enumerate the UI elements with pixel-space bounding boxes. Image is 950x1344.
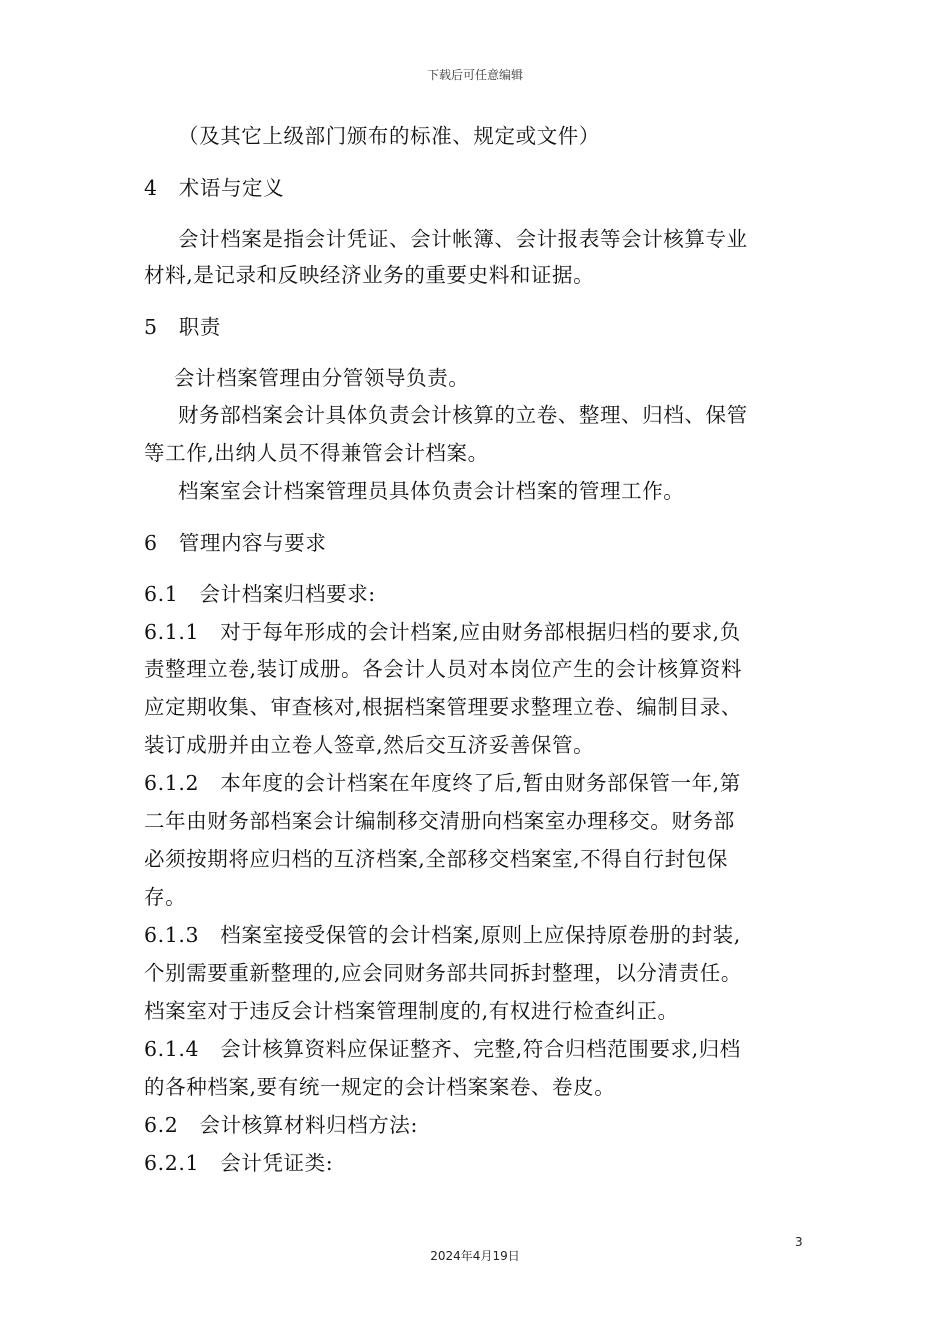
- paragraph-line: 材料,是记录和反映经济业务的重要史料和证据。: [144, 263, 595, 287]
- paragraph-line: 6.1.1 对于每年形成的会计档案,应由财务部根据归档的要求,负: [144, 620, 741, 644]
- paragraph-line: 等工作,出纳人员不得兼管会计档案。: [144, 441, 489, 465]
- subsection-heading-6-1: 6.1 会计档案归档要求:: [144, 582, 376, 606]
- paragraph-line: 装订成册并由立卷人签章,然后交互济妥善保管。: [144, 733, 595, 757]
- footer-date: 2024年4月19日: [430, 1249, 520, 1263]
- paragraph-line: 存。: [144, 885, 187, 909]
- paragraph-line: 6.1.3 档案室接受保管的会计档案,原则上应保持原卷册的封装,: [144, 923, 741, 947]
- paragraph-line: 6.1.4 会计核算资料应保证整齐、完整,符合归档范围要求,归档: [144, 1037, 741, 1061]
- paragraph-line: 财务部档案会计具体负责会计核算的立卷、整理、归档、保管: [178, 403, 748, 427]
- paragraph-line: 档案室对于违反会计档案管理制度的,有权进行检查纠正。: [144, 999, 679, 1023]
- paragraph-line: 6.1.2 本年度的会计档案在年度终了后,暂由财务部保管一年,第: [144, 771, 741, 795]
- subsection-heading-6-2: 6.2 会计核算材料归档方法:: [144, 1113, 419, 1137]
- subsection-heading-6-2-1: 6.2.1 会计凭证类:: [144, 1151, 334, 1175]
- paragraph-line: 应定期收集、审查核对,根据档案管理要求整理立卷、编制目录、: [144, 695, 742, 719]
- paragraph-line: 档案室会计档案管理员具体负责会计档案的管理工作。: [178, 479, 685, 503]
- paragraph-line: 会计档案是指会计凭证、会计帐簿、会计报表等会计核算专业: [178, 227, 748, 251]
- paragraph-line: 必须按期将应归档的互济档案,全部移交档案室,不得自行封包保: [144, 847, 728, 871]
- paragraph-line: 的各种档案,要有统一规定的会计档案案卷、卷皮。: [144, 1075, 616, 1099]
- paragraph-line: （及其它上级部门颁布的标准、规定或文件）: [178, 124, 600, 148]
- paragraph-line: 责整理立卷,装订成册。各会计人员对本岗位产生的会计核算资料: [144, 657, 742, 681]
- section-heading-5: 5 职责: [144, 315, 221, 339]
- paragraph-line: 二年由财务部档案会计编制移交清册向档案室办理移交。财务部: [144, 809, 735, 833]
- section-heading-4: 4 术语与定义: [144, 176, 285, 200]
- page-number: 3: [795, 1235, 803, 1249]
- paragraph-line: 会计档案管理由分管领导负责。: [174, 366, 470, 390]
- paragraph-line: 个别需要重新整理的,应会同财务部共同拆封整理，以分清责任。: [144, 961, 742, 985]
- section-heading-6: 6 管理内容与要求: [144, 531, 327, 555]
- page-header: 下载后可任意编辑: [426, 68, 523, 82]
